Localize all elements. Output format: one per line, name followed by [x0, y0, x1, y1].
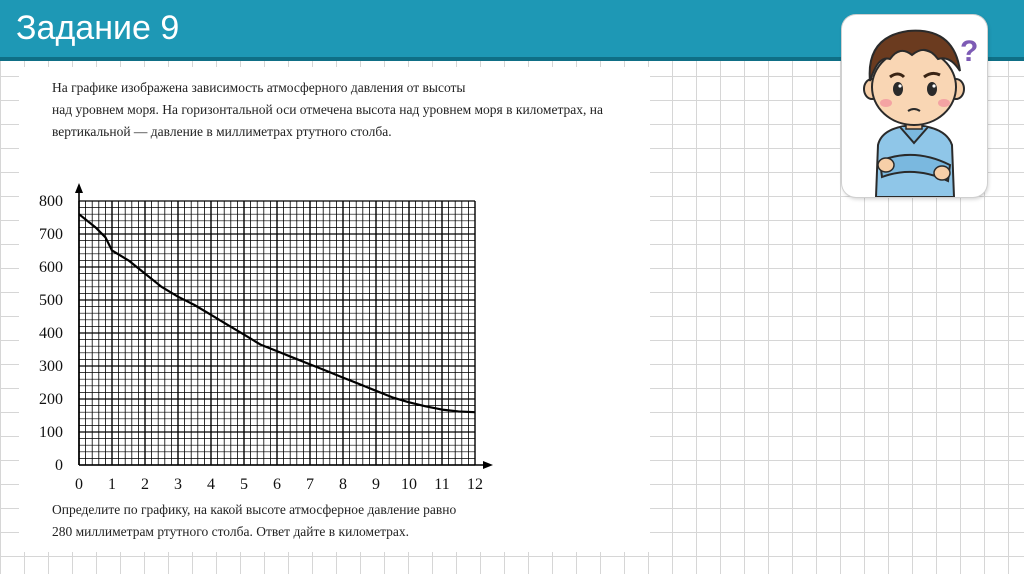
task-intro-line: На графике изображена зависимость атмосферного давления от высоты — [52, 80, 466, 95]
y-tick-label: 300 — [39, 358, 63, 375]
x-tick-label: 3 — [174, 476, 182, 493]
task-question-line: 280 миллиметрам ртутного столба. Ответ дайте в километрах. — [52, 524, 410, 539]
x-tick-label: 11 — [434, 476, 450, 493]
x-tick-label: 1 — [108, 476, 116, 493]
task-question — [52, 499, 652, 543]
y-tick-label: 600 — [39, 259, 63, 276]
chart-grid — [79, 201, 475, 465]
y-axis-arrow-icon — [75, 183, 83, 193]
task-panel — [19, 67, 650, 552]
slide-title: Задание 9 — [16, 9, 180, 47]
x-axis-arrow-icon — [483, 461, 493, 469]
task-question-line: Определите по графику, на какой высоте атмосферное давление равно — [52, 502, 457, 517]
x-tick-label: 5 — [240, 476, 248, 493]
question-mark-icon: ? — [960, 35, 979, 68]
task-intro-line: над уровнем моря. На горизонтальной оси отмечена высота над уровнем моря в километрах, на — [52, 102, 603, 117]
pressure-altitude-chart — [19, 67, 650, 552]
x-tick-label: 12 — [467, 476, 483, 493]
y-tick-label: 500 — [39, 292, 63, 309]
x-tick-label: 0 — [75, 476, 83, 493]
x-tick-label: 7 — [306, 476, 314, 493]
x-tick-label: 10 — [401, 476, 417, 493]
y-tick-label: 700 — [39, 226, 63, 243]
x-tick-label: 4 — [207, 476, 215, 493]
y-tick-label: 400 — [39, 325, 63, 342]
task-intro-line: вертикальной — давление в миллиметрах ртутного столба. — [52, 124, 392, 139]
thinking-boy-question-icon — [842, 15, 987, 197]
avatar-card — [842, 15, 987, 197]
x-tick-label: 8 — [339, 476, 347, 493]
y-tick-label: 200 — [39, 391, 63, 408]
y-tick-label: 100 — [39, 424, 63, 441]
x-tick-label: 9 — [372, 476, 380, 493]
y-tick-label: 0 — [55, 457, 63, 474]
x-tick-label: 2 — [141, 476, 149, 493]
x-tick-label: 6 — [273, 476, 281, 493]
y-tick-label: 800 — [39, 193, 63, 210]
